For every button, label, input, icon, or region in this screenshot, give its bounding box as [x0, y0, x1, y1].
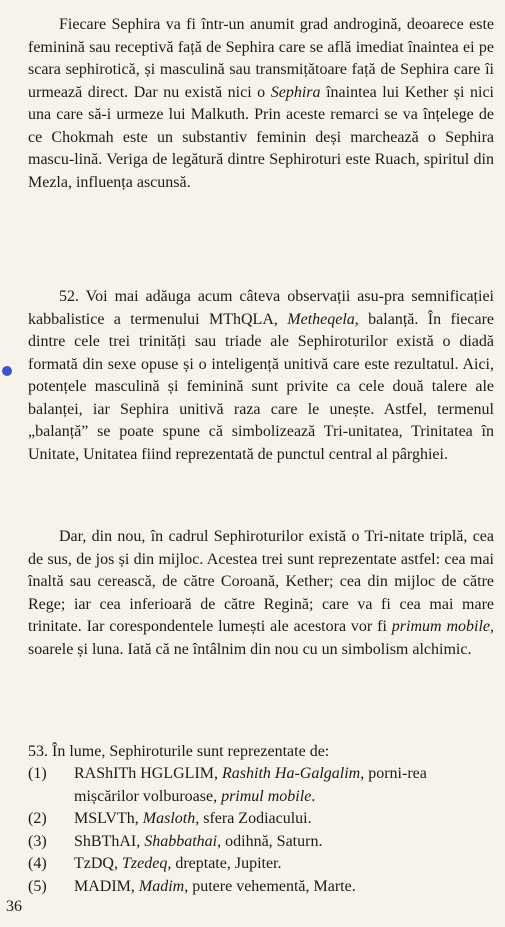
list-number: (4) — [28, 855, 47, 872]
list-item-text — [74, 853, 494, 876]
text-run: 52. Voi mai adăuga acum câteva observații asu-pra semnificației kabbalistice a termenului MThQLA, — [28, 288, 494, 328]
list-item — [28, 831, 494, 854]
list-item-text — [74, 808, 494, 831]
text-run: . — [311, 787, 316, 805]
list-item — [28, 876, 494, 899]
italic-term: primum mobile — [391, 618, 491, 635]
list-item — [28, 763, 494, 808]
list-item — [28, 808, 494, 831]
italic-term: Sephira — [270, 83, 321, 101]
italic-term: primul mobile — [221, 787, 312, 805]
list-item-text — [74, 831, 494, 854]
text-run: , putere vehementă, Marte. — [184, 877, 356, 895]
paragraph-triple-trinity — [28, 526, 494, 661]
text-run: , soarele și luna. Iată că ne întâlnim din nou cu un simbolism alchimic. — [28, 618, 495, 658]
text-run: , sfera Zodiacului. — [195, 810, 312, 827]
italic-term: Madim — [138, 877, 185, 895]
italic-term: Metheqela — [287, 310, 355, 328]
text-run: RAShITh HGLGLIM, — [74, 765, 222, 782]
italic-term: Shabbathai — [144, 832, 218, 850]
text-run: MADIM, — [74, 877, 139, 895]
italic-term: Masloth — [142, 810, 196, 827]
paragraph-sephira-androgyny — [28, 14, 494, 194]
text-run: ShBThAI, — [74, 832, 145, 850]
list-item-text — [74, 763, 494, 808]
list-item — [28, 853, 494, 876]
paragraph-53: 53. În lume, Sephiroturile sunt reprezentate de: — [28, 743, 330, 760]
text-run: MSLVTh, — [74, 810, 143, 827]
list-number: (3) — [28, 832, 47, 850]
text-run: înaintea lui Kether și nici una care să-i urmeze lui Malkuth. Prin aceste remarci se va înțelege de ce Chokmah este un substantiv feminin deși marchează o Sephira mascu-lină. Veriga de legătură dintre Sephiroturi este Ruach, spiritul din Mezla, influența ascunsă. — [28, 83, 494, 191]
text-run: TzDQ, — [74, 855, 122, 872]
page-number: 36 — [6, 898, 22, 915]
margin-bullet-mark — [2, 366, 12, 376]
text-run: Fiecare Sephira va fi într-un anumit grad androgină, deoarece este feminină sau receptivă față de Sephira care se află imediat înaintea ei pe scara sephirotică, și masculină sau transmițătoare față de Sephira care îi urmează direct. Dar nu există nici o — [28, 16, 494, 101]
text-run: , dreptate, Jupiter. — [167, 855, 282, 872]
list-item-text — [74, 876, 494, 899]
italic-term: Tzedeq — [121, 855, 168, 872]
text-run: , porni-rea mișcărilor volburoase, — [74, 765, 427, 805]
text-run: , balanță. În fiecare dintre cele trei trinități sau triade ale Sephiroturilor există o diadă formată din sexe opuse și o inteligență unitivă care este rezultatul. Aici, potențele masculină și feminină sunt privite ca cele două talere ale balanței, iar Sephira unitivă raza care le unește. Astfel, termenul „balanță” se poate spune că simbolizează Tri-unitatea, Trinitatea în Unitate, Unitatea fiind reprezentată de punctul central al pârghiei. — [28, 310, 494, 463]
text-run: , odihnă, Saturn. — [217, 832, 323, 850]
list-number: (5) — [28, 877, 47, 895]
list-number: (2) — [28, 810, 47, 827]
list-number: (1) — [28, 765, 47, 782]
text-run: Dar, din nou, în cadrul Sephiroturilor există o Tri-nitate triplă, cea de sus, de jos și din mijloc. Acestea trei sunt reprezentate astfel: cea mai înaltă sau cerească, de către Coroană, Kether; cea din mijloc de către Rege; iar cea inferioară de către Regină; care va fi cea mai mare trinitate. Iar corespondentele lumești ale acestora vor fi — [28, 528, 494, 635]
italic-term: Rashith Ha-Galgalim — [222, 765, 361, 782]
paragraph-52 — [28, 286, 494, 466]
sephiroth-correspondence-list — [28, 763, 494, 898]
